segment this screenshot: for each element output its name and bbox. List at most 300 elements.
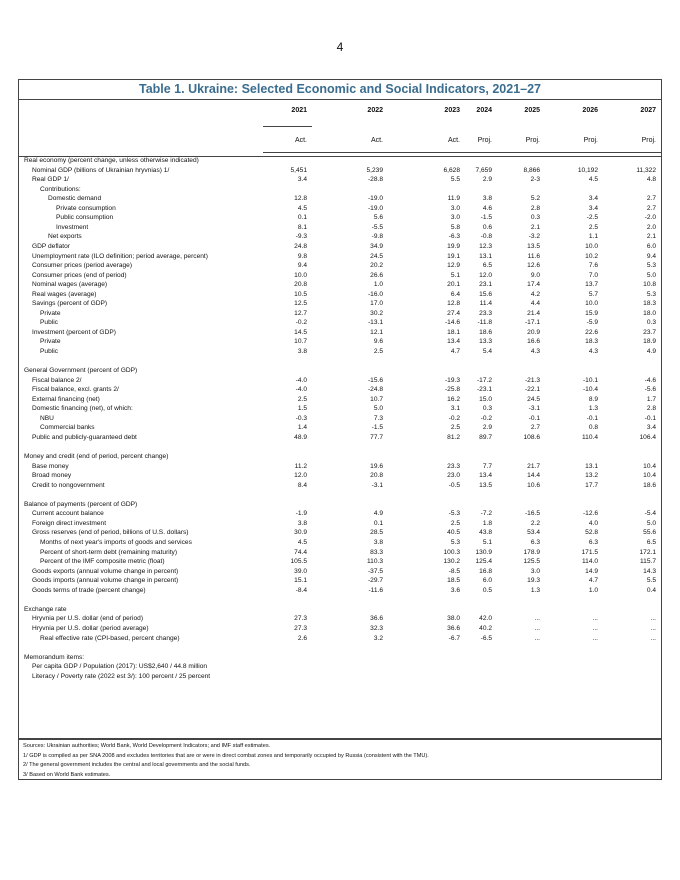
- cell-value: 23.3: [447, 462, 460, 470]
- cell-value: 5.3: [646, 262, 656, 270]
- cell-value: 2.8: [646, 405, 656, 413]
- cell-value: -19.0: [367, 204, 383, 212]
- cell-value: 10.0: [585, 242, 598, 250]
- cell-value: 27.3: [294, 615, 307, 623]
- row-label: Per capita GDP / Population (2017): US$2,640 / 44.8 million: [32, 663, 208, 671]
- status-header: Proj.: [477, 137, 492, 144]
- year-header: 2027: [640, 107, 656, 114]
- row-label: Private: [40, 309, 61, 317]
- cell-value: 3.8: [373, 539, 383, 546]
- row-label: Domestic financing (net), of which:: [32, 405, 133, 413]
- cell-value: -1.5: [371, 424, 383, 432]
- cell-value: -19.0: [367, 195, 383, 203]
- footnote-2: 2/ The general government includes the central and local governments and the social funds.: [23, 762, 251, 769]
- cell-value: 10.8: [643, 281, 656, 289]
- cell-value: -13.1: [367, 319, 383, 327]
- cell-value: 1.0: [373, 281, 383, 289]
- table-row: [0, 490, 680, 500]
- title-divider: [18, 99, 662, 100]
- row-label: Gross reserves (end of period, billions of U.S. dollars): [32, 529, 189, 537]
- table-row: [0, 528, 680, 538]
- cell-value: 4.9: [373, 510, 383, 518]
- table-row: [0, 357, 680, 367]
- cell-value: -10.1: [582, 376, 598, 384]
- cell-value: 5.1: [482, 539, 492, 546]
- cell-value: -0.3: [295, 414, 307, 422]
- cell-value: 9.4: [646, 252, 656, 260]
- cell-value: 13.7: [585, 281, 598, 289]
- cell-value: 0.3: [530, 214, 540, 222]
- cell-value: 28.5: [370, 529, 383, 537]
- cell-value: 19.9: [447, 242, 460, 250]
- cell-value: -0.1: [586, 414, 598, 422]
- year-header: 2025: [524, 107, 540, 114]
- cell-value: 10.4: [643, 472, 656, 480]
- year-header: 2022: [367, 107, 383, 114]
- cell-value: -28.8: [367, 176, 383, 184]
- status-header: Proj.: [641, 137, 656, 144]
- cell-value: 74.4: [294, 548, 307, 556]
- cell-value: ...: [592, 634, 598, 642]
- cell-value: 11.9: [447, 195, 460, 203]
- table-row: [0, 433, 680, 443]
- cell-value: 0.3: [482, 405, 492, 413]
- cell-value: -2.5: [586, 214, 598, 222]
- cell-value: -0.1: [644, 414, 656, 422]
- table-row: [0, 481, 680, 491]
- cell-value: 43.8: [479, 529, 492, 537]
- cell-value: 39.0: [294, 567, 307, 575]
- cell-value: 81.2: [447, 433, 460, 441]
- cell-value: 6,628: [443, 166, 460, 174]
- cell-value: 12.0: [479, 271, 492, 279]
- cell-value: -3.2: [528, 233, 540, 241]
- year-header: 2026: [582, 107, 598, 114]
- cell-value: 10,192: [577, 166, 598, 174]
- cell-value: 27.3: [294, 624, 307, 632]
- table-row: [0, 519, 680, 529]
- cell-value: 24.8: [294, 242, 307, 250]
- cell-value: 1.3: [588, 405, 598, 413]
- row-label: Investment (percent of GDP): [32, 328, 116, 336]
- row-label: Fiscal balance, excl. grants 2/: [32, 386, 119, 394]
- cell-value: 77.7: [370, 433, 383, 441]
- cell-value: 13.3: [479, 338, 492, 346]
- header-rule-left: [263, 126, 312, 127]
- cell-value: 4.2: [530, 290, 540, 298]
- table-row: [0, 337, 680, 347]
- row-label: Hryvnia per U.S. dollar (period average): [32, 624, 149, 632]
- status-header: Act.: [294, 137, 307, 144]
- table-row: [0, 672, 680, 682]
- cell-value: 3.0: [450, 214, 460, 222]
- cell-value: 16.8: [479, 567, 492, 575]
- table-row: [0, 242, 680, 252]
- cell-value: 125.5: [523, 558, 540, 566]
- cell-value: 5.5: [450, 176, 460, 184]
- footnote-3: 3/ Based on World Bank estimates.: [23, 771, 111, 778]
- cell-value: 4.7: [450, 348, 460, 355]
- cell-value: 3.8: [297, 519, 307, 527]
- year-header: 2024: [476, 107, 492, 114]
- header-rule-bottom: [263, 152, 662, 153]
- row-label: Private consumption: [56, 204, 116, 212]
- cell-value: 0.4: [646, 586, 656, 594]
- cell-value: 18.5: [447, 577, 460, 585]
- table-row: [0, 662, 680, 672]
- cell-value: 17.0: [370, 300, 383, 308]
- table-row: [0, 509, 680, 519]
- cell-value: 2.0: [646, 223, 656, 231]
- footnote-1: 1/ GDP is compiled as per SNA 2008 and excludes territories that are or were in direct combat zones and temporarily occupied by Russia (consistent with the TMU).: [23, 752, 429, 759]
- cell-value: 6.5: [482, 262, 492, 270]
- table-row: [0, 471, 680, 481]
- cell-value: 2.2: [530, 519, 540, 527]
- cell-value: -17.1: [524, 319, 540, 327]
- cell-value: 12.1: [370, 328, 383, 336]
- cell-value: -5.4: [644, 510, 656, 518]
- cell-value: 10.5: [294, 290, 307, 298]
- cell-value: 171.5: [581, 548, 598, 556]
- cell-value: 5.5: [646, 577, 656, 585]
- cell-value: 6.5: [646, 539, 656, 546]
- cell-value: 36.6: [370, 615, 383, 623]
- cell-value: 1.0: [588, 586, 598, 594]
- cell-value: ...: [650, 634, 656, 642]
- cell-value: 13.1: [585, 462, 598, 470]
- cell-value: 5.6: [373, 214, 383, 222]
- cell-value: 15.6: [479, 290, 492, 298]
- row-label: Credit to nongovernment: [32, 481, 105, 489]
- cell-value: -11.8: [477, 319, 492, 327]
- cell-value: 21.4: [527, 309, 540, 317]
- cell-value: 8.1: [297, 223, 307, 231]
- cell-value: 2.6: [297, 634, 307, 642]
- cell-value: 4.4: [530, 300, 540, 308]
- cell-value: 125.4: [475, 558, 492, 566]
- table-row: [0, 586, 680, 596]
- cell-value: 2.9: [482, 424, 492, 432]
- cell-value: -24.8: [367, 386, 383, 394]
- cell-value: ...: [534, 634, 540, 642]
- cell-value: 13.4: [447, 338, 460, 346]
- cell-value: 2.5: [373, 348, 383, 355]
- cell-value: -2.0: [644, 214, 656, 222]
- row-label: Nominal wages (average): [32, 281, 108, 289]
- table-row: [0, 404, 680, 414]
- cell-value: 5.3: [646, 290, 656, 298]
- cell-value: 1.4: [297, 424, 307, 432]
- status-header: Act.: [370, 137, 383, 144]
- cell-value: 19.6: [370, 462, 383, 470]
- cell-value: 0.5: [482, 586, 492, 594]
- row-label: Public: [40, 348, 58, 355]
- cell-value: 36.6: [447, 624, 460, 632]
- cell-value: 8,866: [523, 166, 540, 174]
- cell-value: 18.6: [479, 328, 492, 336]
- cell-value: -5.9: [586, 319, 598, 327]
- row-label: Broad money: [32, 472, 72, 480]
- table-row: [0, 232, 680, 242]
- table-row: [0, 385, 680, 395]
- cell-value: -29.7: [367, 577, 383, 585]
- row-label: Goods exports (annual volume change in percent): [32, 567, 179, 575]
- cell-value: 3.1: [450, 405, 460, 413]
- cell-value: 3.4: [646, 424, 656, 432]
- cell-value: -9.3: [295, 233, 307, 241]
- cell-value: 17.7: [585, 481, 598, 489]
- cell-value: -0.1: [528, 414, 540, 422]
- cell-value: -19.3: [444, 376, 460, 384]
- cell-value: 16.2: [447, 395, 460, 403]
- cell-value: 9.6: [373, 338, 383, 346]
- cell-value: 12.9: [447, 262, 460, 270]
- cell-value: 5.1: [450, 271, 460, 279]
- cell-value: 42.0: [479, 615, 492, 623]
- cell-value: 6.0: [646, 242, 656, 250]
- cell-value: 24.5: [370, 252, 383, 260]
- row-label: Percent of short-term debt (remaining maturity): [40, 548, 178, 556]
- row-label: Consumer prices (end of period): [32, 271, 127, 279]
- cell-value: 14.5: [294, 328, 307, 336]
- cell-value: 52.8: [585, 529, 598, 537]
- row-label: Real GDP 1/: [32, 176, 69, 184]
- cell-value: -1.9: [295, 510, 307, 518]
- cell-value: 11,322: [636, 166, 656, 174]
- cell-value: 12.8: [447, 300, 460, 308]
- cell-value: 2.5: [450, 424, 460, 432]
- cell-value: 10.6: [527, 481, 540, 489]
- cell-value: 14.9: [585, 567, 598, 575]
- cell-value: 3.0: [450, 204, 460, 212]
- cell-value: 14.3: [643, 567, 656, 575]
- cell-value: 2-3: [530, 176, 540, 184]
- cell-value: ...: [592, 624, 598, 632]
- cell-value: 13.4: [479, 472, 492, 480]
- cell-value: 9.8: [297, 252, 307, 260]
- cell-value: 5.2: [530, 195, 540, 203]
- cell-value: 17.4: [527, 281, 540, 289]
- row-label: Goods terms of trade (percent change): [32, 586, 146, 594]
- cell-value: -22.1: [524, 386, 540, 394]
- row-label: Real economy (percent change, unless otherwise indicated): [24, 157, 199, 164]
- cell-value: 15.1: [294, 577, 307, 585]
- cell-value: -5.3: [448, 510, 460, 518]
- cell-value: 13.5: [479, 481, 492, 489]
- row-label: Foreign direct investment: [32, 519, 107, 527]
- cell-value: 32.3: [370, 624, 383, 632]
- table-row: [0, 185, 680, 195]
- row-label: Commercial banks: [40, 424, 95, 432]
- table-row: [0, 223, 680, 233]
- cell-value: 27.4: [447, 309, 460, 317]
- table-row: [0, 347, 680, 357]
- cell-value: 23.1: [479, 281, 492, 289]
- cell-value: 105.5: [290, 558, 307, 566]
- cell-value: 3.8: [482, 195, 492, 203]
- row-label: Consumer prices (period average): [32, 262, 133, 270]
- cell-value: 19.1: [447, 252, 460, 260]
- footnote-sources: Sources: Ukrainian authorities; World Bank, World Development Indicators; and IMF staff estimates.: [23, 743, 271, 749]
- cell-value: 20.9: [527, 328, 540, 336]
- row-label: Savings (percent of GDP): [32, 300, 108, 308]
- cell-value: ...: [534, 624, 540, 632]
- cell-value: -25.8: [444, 386, 460, 394]
- status-header: Act.: [447, 137, 460, 144]
- row-label: Domestic demand: [48, 195, 102, 203]
- table-row: [0, 290, 680, 300]
- cell-value: 0.6: [482, 223, 492, 231]
- table-row: [0, 309, 680, 319]
- cell-value: 12.3: [479, 242, 492, 250]
- cell-value: 13.1: [479, 252, 492, 260]
- cell-value: -8.5: [448, 567, 460, 575]
- cell-value: 100.3: [443, 548, 460, 556]
- table-row: [0, 213, 680, 223]
- row-label: Months of next year's imports of goods and services: [40, 539, 192, 546]
- table-row: [0, 605, 680, 615]
- cell-value: 10.0: [585, 300, 598, 308]
- cell-value: 5.0: [646, 271, 656, 279]
- cell-value: 7,659: [475, 166, 492, 174]
- table-row: [0, 557, 680, 567]
- row-label: Literacy / Poverty rate (2022 est 3/): 100 percent / 25 percent: [32, 672, 211, 680]
- table-row: [0, 414, 680, 424]
- table-row: [0, 156, 680, 166]
- cell-value: -23.1: [476, 386, 492, 394]
- table-row: [0, 500, 680, 510]
- cell-value: 19.3: [527, 577, 540, 585]
- row-label: Nominal GDP (billions of Ukrainian hryvnias) 1/: [32, 166, 170, 174]
- cell-value: ...: [650, 624, 656, 632]
- table-row: [0, 462, 680, 472]
- cell-value: 6.0: [482, 577, 492, 585]
- cell-value: 6.3: [530, 539, 540, 546]
- table-row: [0, 271, 680, 281]
- cell-value: 4.3: [530, 348, 540, 355]
- cell-value: 108.6: [523, 433, 540, 441]
- cell-value: -6.7: [448, 634, 460, 642]
- row-label: Public consumption: [56, 214, 114, 222]
- cell-value: 48.9: [294, 433, 307, 441]
- cell-value: 2.1: [646, 233, 656, 241]
- cell-value: -4.0: [295, 376, 307, 384]
- table-row: [0, 318, 680, 328]
- cell-value: ...: [534, 615, 540, 623]
- cell-value: 7.7: [482, 462, 492, 470]
- row-label: Private: [40, 338, 61, 346]
- cell-value: 2.1: [530, 223, 540, 231]
- cell-value: 2.9: [482, 176, 492, 184]
- row-label: Exchange rate: [24, 605, 67, 613]
- table-row: [0, 538, 680, 548]
- cell-value: 2.5: [588, 223, 598, 231]
- cell-value: 4.9: [646, 348, 656, 355]
- cell-value: 12.6: [527, 262, 540, 270]
- cell-value: -7.2: [480, 510, 492, 518]
- cell-value: 14.4: [527, 472, 540, 480]
- cell-value: 2.7: [646, 195, 656, 203]
- cell-value: 115.7: [639, 558, 656, 566]
- cell-value: 8.4: [297, 481, 307, 489]
- row-label: Public and publicly-guaranteed debt: [32, 433, 137, 441]
- row-label: Percent of the IMF composite metric (float): [40, 558, 165, 566]
- cell-value: -6.5: [480, 634, 492, 642]
- table-row: [0, 395, 680, 405]
- cell-value: 40.2: [479, 624, 492, 632]
- table-row: [0, 614, 680, 624]
- cell-value: 6.4: [450, 290, 460, 298]
- status-header: Proj.: [583, 137, 598, 144]
- cell-value: 114.0: [581, 558, 598, 566]
- cell-value: 3.6: [450, 586, 460, 594]
- row-label: Real wages (average): [32, 290, 97, 298]
- row-label: Goods imports (annual volume change in percent): [32, 577, 179, 585]
- table-row: [0, 567, 680, 577]
- cell-value: 53.4: [527, 529, 540, 537]
- cell-value: 10.4: [643, 462, 656, 470]
- row-label: Net exports: [48, 233, 82, 241]
- table-row: [0, 299, 680, 309]
- table-row: [0, 452, 680, 462]
- row-label: Current account balance: [32, 510, 104, 518]
- cell-value: 3.4: [588, 204, 598, 212]
- cell-value: 4.5: [297, 204, 307, 212]
- cell-value: 11.6: [527, 252, 540, 260]
- cell-value: 83.3: [370, 548, 383, 556]
- table-title: Table 1. Ukraine: Selected Economic and Social Indicators, 2021–27: [138, 82, 541, 96]
- cell-value: -8.4: [295, 586, 307, 594]
- row-label: NBU: [40, 414, 54, 422]
- cell-value: 3.4: [297, 176, 307, 184]
- cell-value: 3.4: [588, 195, 598, 203]
- cell-value: 0.1: [297, 214, 307, 222]
- table-row: [0, 252, 680, 262]
- cell-value: 18.9: [643, 338, 656, 346]
- footnotes: [18, 739, 662, 780]
- cell-value: -5.5: [371, 223, 383, 231]
- cell-value: 24.5: [527, 395, 540, 403]
- cell-value: 12.5: [294, 300, 307, 308]
- cell-value: -21.3: [524, 376, 540, 384]
- table-row: [0, 443, 680, 453]
- cell-value: 130.9: [475, 548, 492, 556]
- cell-value: 5.0: [373, 405, 383, 413]
- cell-value: 23.3: [479, 309, 492, 317]
- cell-value: 1.5: [297, 405, 307, 413]
- cell-value: 110.3: [366, 558, 383, 566]
- cell-value: 11.4: [479, 300, 492, 308]
- cell-value: 0.1: [373, 519, 383, 527]
- cell-value: 5.4: [482, 348, 492, 355]
- cell-value: 10.7: [370, 395, 383, 403]
- cell-value: 7.6: [588, 262, 598, 270]
- cell-value: 10.0: [294, 271, 307, 279]
- cell-value: 30.2: [370, 309, 383, 317]
- cell-value: 1.3: [530, 586, 540, 594]
- row-label: Fiscal balance 2/: [32, 376, 82, 384]
- table-row: [0, 166, 680, 176]
- cell-value: -11.6: [368, 586, 383, 594]
- cell-value: 2.5: [450, 519, 460, 527]
- cell-value: 5,451: [290, 166, 307, 174]
- cell-value: 20.8: [370, 472, 383, 480]
- cell-value: 26.6: [370, 271, 383, 279]
- cell-value: 12.7: [294, 309, 307, 317]
- row-label: General Government (percent of GDP): [24, 367, 138, 375]
- cell-value: 15.0: [479, 395, 492, 403]
- cell-value: -16.5: [524, 510, 540, 518]
